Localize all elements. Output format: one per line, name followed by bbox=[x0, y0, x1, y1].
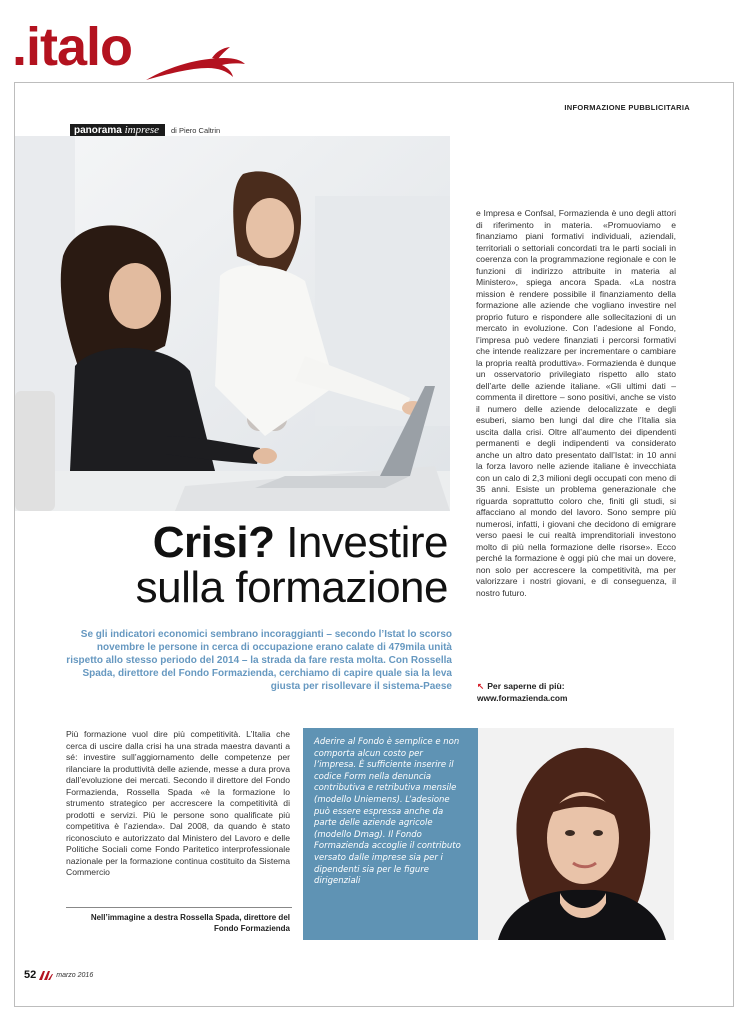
article-body-left-column: Più formazione vuol dire più competitività. L’Italia che cerca di uscire dalla crisi ha una strada maestra davanti a sé: investire sull’aggiornamento delle competenze per rilanciare la produttività delle aziende, messe a dura prova dall’evoluzione dei mercati. Secondo il direttore del Fondo Formazienda, Rossella Spada «è la formazione lo strumento strategico per accrescere la competitività di prodotti e servizi. Più le persone sono qualificate più competitiva è l’azienda». Dal 2008, da quando è stato riconosciuto e autorizzato dal Ministero del Lavoro e delle Politiche Sociali come Fondo Paritetico interprofessionale nazionale per la formazione continua costituito da Sistema Commercio bbox=[66, 729, 290, 877]
headline-line-1-rest: Investire bbox=[274, 518, 448, 567]
rubric bbox=[70, 124, 220, 136]
article-headline bbox=[136, 520, 448, 610]
main-photo-women-laptop bbox=[15, 136, 450, 511]
headline-line-1 bbox=[136, 520, 448, 565]
rubric-box bbox=[70, 124, 165, 136]
italo-mini-logo-icon bbox=[39, 971, 53, 980]
article-body-right-column: e Impresa e Confsal, Formazienda è uno degli attori di riferimento in materia. «Promuoviamo e finanziamo piani formativi individuali, aziendali, territoriali o settoriali concordati tra le parti sociali in coerenza con la programmazione regionale e con le funzioni di indirizzo attribuite in materia al Ministero», spiega ancora Spada. «La nostra mission è rendere possibile il finanziamento della formazione alle aziende che vogliano investire nel proprio futuro e rispondere alle sollecitazioni di un mercato in evoluzione. Con l’adesione al Fondo, l’impresa può vedere finanziati i percorsi formativi che intende realizzare per incrementare o cambiare la propria realtà produttiva». Formazienda è dunque un osservatorio privilegiato rispetto allo stato dell’arte delle aziende italiane. «Gli ultimi dati – commenta il direttore – sono positivi, anche se visto il numero delle aziende delocalizzate e degli esuberi, siamo ben lungi dal dire che l’Italia sia uscita dalla crisi. Oltre all’aumento dei dipendenti permanenti e degli indipendenti va considerato anche un altro dato presentato dall’Istat: in 10 anni la forza lavoro nelle aziende italiane è invecchiata con un calo di 2,3 milioni degli occupati con meno di 35 anni. Esiste un problema generazionale che riguarda soprattutto coloro che, finiti gli studi, si affacciano al mondo del lavoro. Sono sempre più numerosi, infatti, i giovani che decidono di emigrare verso paesi le cui realtà imprenditoriali investono molto di più nella formazione delle risorse». Ecco perché la formazione è oggi più che mai un dovere, non solo per accrescere la competitività, ma per valorizzare i nostri giovani, e di conseguenza, il nostro futuro. bbox=[476, 208, 676, 598]
cursor-arrow-icon: ↖ bbox=[477, 681, 485, 691]
article-lead: Se gli indicatori economici sembrano incoraggianti – secondo l’Istat lo scorso novembre le persone in cerca di occupazione erano calate di 479mila unità rispetto allo stesso periodo del 2014 – la strada da fare resta molta. Con Rossella Spada, direttore del Fondo Formazienda, cerchiamo di capire quale sia la leva giusta per risollevare il sistema-Paese bbox=[66, 629, 452, 692]
page-number: 52 bbox=[24, 969, 37, 981]
author-byline bbox=[171, 126, 220, 135]
rubric-word-panorama: panorama bbox=[74, 125, 122, 136]
portrait-photo-rossella-spada bbox=[478, 728, 674, 940]
logo-text: .italo bbox=[12, 17, 133, 77]
issue-date: marzo 2016 bbox=[56, 971, 94, 979]
headline-line-2: sulla formazione bbox=[135, 563, 448, 612]
info-box-text: Aderire al Fondo è semplice e non comporta alcun costo per l’impresa. È sufficiente inserire il codice Form nella denuncia contributiva e retributiva mensile (modello Uniemens). L’adesione può essere espressa anche da parte delle aziende agricole (modello Dmag). Il Fondo Formazienda accoglie il contributo versato dalle imprese sia per i dipendenti sia per le figure dirigenziali bbox=[314, 737, 461, 887]
formazienda-link[interactable]: www.formazienda.com bbox=[477, 693, 568, 703]
more-info-label: Per saperne di più: bbox=[487, 681, 565, 691]
hare-logo-icon bbox=[142, 44, 252, 86]
info-box bbox=[303, 728, 478, 940]
author-name: Piero Caltrin bbox=[178, 125, 221, 135]
byline-prefix: di bbox=[171, 125, 177, 135]
headline-bold-word: Crisi? bbox=[152, 518, 275, 567]
more-info bbox=[477, 681, 567, 703]
caption-divider bbox=[66, 907, 292, 908]
rubric-word-imprese: imprese bbox=[124, 124, 159, 136]
advert-label: INFORMAZIONE PUBBLICITARIA bbox=[564, 103, 690, 112]
office-scene-illustration bbox=[15, 136, 450, 511]
page-footer bbox=[24, 969, 93, 981]
photo-caption: Nell’immagine a destra Rossella Spada, direttore del Fondo Formazienda bbox=[90, 913, 290, 933]
portrait-illustration bbox=[478, 728, 674, 940]
italo-logo bbox=[10, 12, 250, 82]
